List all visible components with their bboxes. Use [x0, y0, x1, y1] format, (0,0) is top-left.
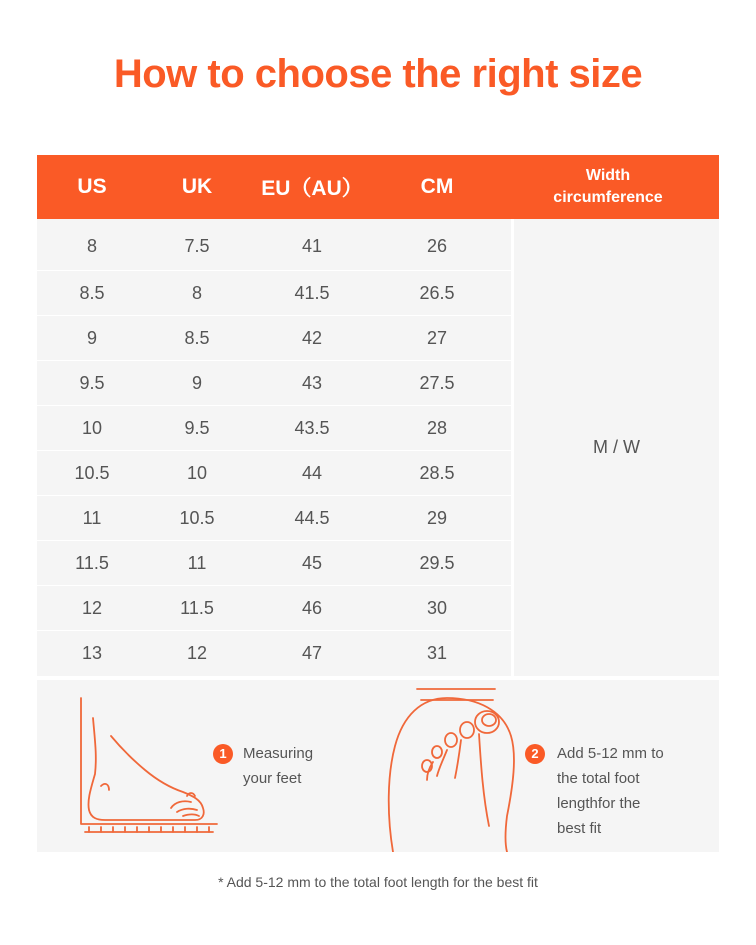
- cell-us: 12: [81, 597, 103, 618]
- header-width-line2: circumference: [553, 189, 663, 206]
- cell-us: 9: [86, 327, 97, 348]
- cell-uk: 11.5: [180, 597, 214, 618]
- cell-eu: 43.5: [294, 417, 330, 438]
- cell-uk: 8: [191, 282, 202, 303]
- cell-cm: 31: [426, 643, 448, 663]
- header-us: US: [77, 175, 107, 198]
- header-eu: EU（AU）: [261, 177, 363, 200]
- cell-uk: 9.5: [184, 417, 210, 438]
- cell-uk: 10: [186, 462, 208, 483]
- footnote: * Add 5-12 mm to the total foot length for the best fit: [218, 874, 538, 890]
- step-1-text: [243, 741, 313, 791]
- cell-uk: 12: [186, 643, 208, 663]
- foot-side-measure-icon: [75, 696, 225, 836]
- table-row: [37, 586, 511, 631]
- cell-us: 11.5: [75, 552, 109, 573]
- table-row: [37, 631, 511, 676]
- cell-us: 10.5: [74, 462, 110, 483]
- cell-cm: 29.5: [419, 552, 455, 573]
- cell-us: 9.5: [79, 372, 105, 393]
- cell-eu: 44.5: [294, 507, 330, 528]
- cell-cm: 30: [426, 597, 448, 618]
- table-rows: [37, 219, 511, 676]
- cell-us: 11: [82, 507, 102, 528]
- table-row: [37, 406, 511, 451]
- cell-cm: 26.5: [419, 282, 455, 303]
- step-2-text: [557, 741, 664, 841]
- cell-uk: 9: [191, 372, 202, 393]
- foot-top-measure-icon: [385, 686, 525, 852]
- cell-uk: 8.5: [184, 327, 210, 348]
- width-value-cell: M / W: [511, 219, 719, 676]
- cell-uk: 11: [187, 552, 207, 573]
- cell-cm: 27: [426, 327, 448, 348]
- step-1-line2: your feet: [243, 770, 302, 787]
- step-2-line1: Add 5-12 mm to: [557, 745, 664, 762]
- measuring-guide: [37, 680, 719, 852]
- cell-eu: 42: [301, 327, 323, 348]
- cell-us: 8.5: [79, 282, 105, 303]
- cell-eu: 43: [301, 372, 323, 393]
- table-body: [37, 219, 719, 676]
- table-row: [37, 361, 511, 406]
- cell-us: 10: [81, 417, 103, 438]
- cell-us: 8: [86, 236, 97, 256]
- cell-eu: 44: [301, 462, 323, 483]
- header-width: [497, 165, 719, 209]
- table-row: [37, 496, 511, 541]
- size-chart-table: [37, 155, 719, 676]
- step-2-line2: the total foot: [557, 770, 640, 787]
- cell-cm: 29: [426, 507, 448, 528]
- step-1-badge: 1: [213, 744, 233, 764]
- table-row: [37, 541, 511, 586]
- cell-eu: 41: [301, 236, 323, 256]
- cell-cm: 28: [426, 417, 448, 438]
- cell-eu: 47: [301, 643, 323, 663]
- cell-cm: 27.5: [419, 372, 455, 393]
- step-2-badge: 2: [525, 744, 545, 764]
- cell-uk: 7.5: [184, 236, 210, 256]
- step-2-line3: lengthfor the: [557, 795, 641, 812]
- header-uk: UK: [181, 175, 213, 198]
- header-cm: CM: [420, 175, 454, 198]
- step-1-line1: Measuring: [243, 745, 314, 762]
- page-title: How to choose the right size: [113, 52, 643, 96]
- header-width-line1: Width: [585, 167, 631, 184]
- table-header: [37, 155, 719, 219]
- step-2-line4: best fit: [557, 820, 602, 837]
- cell-uk: 10.5: [179, 507, 215, 528]
- cell-eu: 41.5: [294, 282, 330, 303]
- table-row: [37, 451, 511, 496]
- table-row: [37, 219, 511, 271]
- cell-cm: 28.5: [419, 462, 455, 483]
- table-row: [37, 316, 511, 361]
- cell-eu: 46: [301, 597, 323, 618]
- cell-us: 13: [81, 643, 103, 663]
- cell-cm: 26: [426, 236, 448, 256]
- table-row: [37, 271, 511, 316]
- cell-eu: 45: [301, 552, 323, 573]
